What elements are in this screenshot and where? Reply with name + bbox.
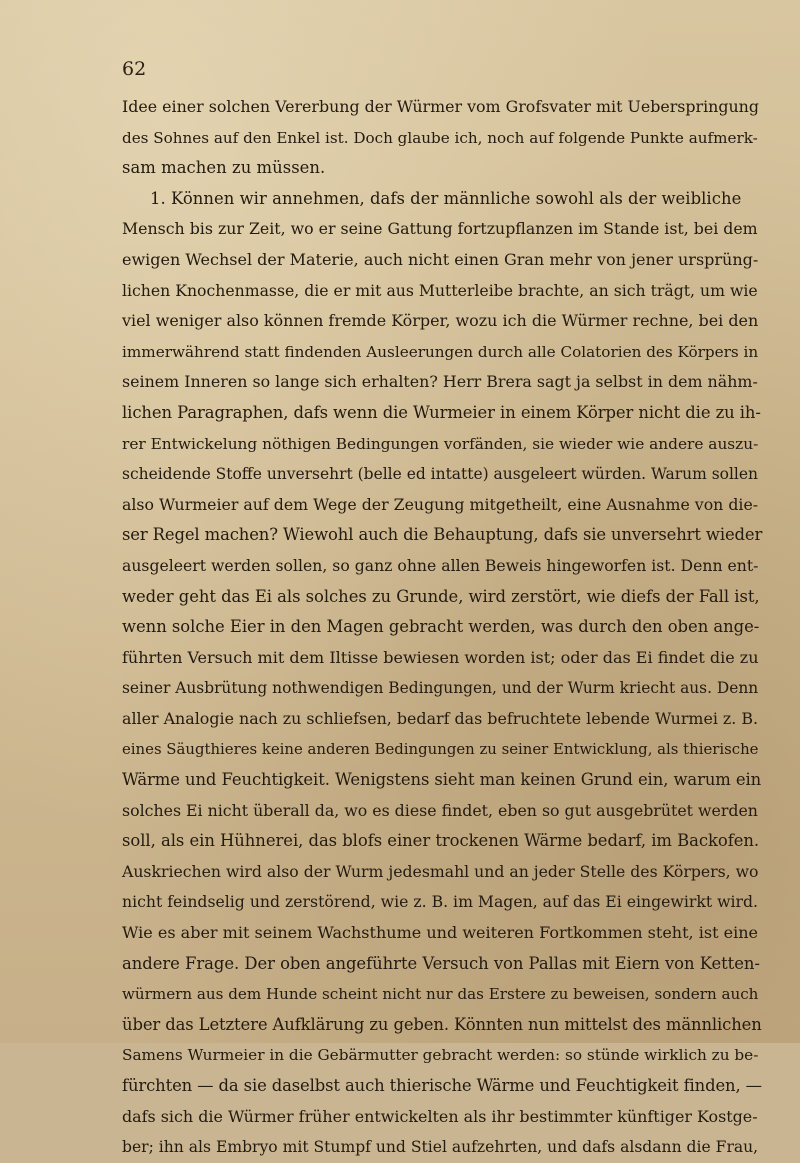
text-line: des Sohnes auf den Enkel ist. Doch glaube ich, noch auf folgende Punkte aufmerk- [122, 128, 758, 147]
text-line: ewigen Wechsel der Materie, auch nicht einen Gran mehr von jener ursprüng- [122, 249, 759, 269]
text-line: eines Säugthieres keine anderen Bedingungen zu seiner Entwicklung, als thierische [122, 740, 759, 759]
text-line: Mensch bis zur Zeit, wo er seine Gattung fortzupflanzen im Stande ist, bei dem [122, 219, 758, 239]
text-line: andere Frage. Der oben angeführte Versuch von Pallas mit Eiern von Ketten- [122, 953, 760, 973]
text-line: Wie es aber mit seinem Wachsthume und weiteren Fortkommen steht, ist eine [122, 923, 758, 943]
text-line: solches Ei nicht überall da, wo es diese findet, eben so gut ausgebrütet werden [122, 800, 758, 820]
page-number: 62 [122, 58, 147, 80]
text-line: seiner Ausbrütung nothwendigen Bedingungen, und der Wurm kriecht aus. Denn [122, 679, 759, 698]
text-line: 1. Können wir annehmen, dafs der männliche sowohl als der weibliche [150, 188, 742, 208]
text-line: über das Letztere Aufklärung zu geben. Könnten nun mittelst des männlichen [122, 1014, 762, 1034]
text-line: ser Regel machen? Wiewohl auch die Behauptung, dafs sie unversehrt wieder [122, 525, 763, 545]
text-line: lichen Knochenmasse, die er mit aus Mutterleibe brachte, an sich trägt, um wie [122, 280, 758, 300]
text-line: rer Entwickelung nöthigen Bedingungen vorfänden, sie wieder wie andere auszu- [122, 434, 759, 453]
text-line: Samens Wurmeier in die Gebärmutter gebracht werden: so stünde wirklich zu be- [122, 1046, 759, 1065]
text-line: aller Analogie nach zu schliefsen, bedarf das befruchtete lebende Wurmei z. B. [122, 708, 759, 728]
text-line: sam machen zu müssen. [122, 158, 326, 178]
text-line: wenn solche Eier in den Magen gebracht werden, was durch den oben ange- [122, 617, 760, 637]
text-line: Idee einer solchen Vererbung der Würmer vom Grofsvater mit Ueberspringung [122, 97, 759, 116]
text-line: seinem Inneren so lange sich erhalten? Herr Brera sagt ja selbst in dem nähm- [122, 372, 758, 392]
text-line: Wärme und Feuchtigkeit. Wenigstens sieht man keinen Grund ein, warum ein [122, 770, 762, 790]
text-line: scheidende Stoffe unversehrt (belle ed intatte) ausgeleert würden. Warum sollen [122, 465, 758, 484]
text-line: fürchten — da sie daselbst auch thierische Wärme und Feuchtigkeit finden, — [122, 1076, 762, 1095]
text-line: viel weniger also können fremde Körper, wozu ich die Würmer rechne, bei den [122, 311, 759, 331]
text-line: also Wurmeier auf dem Wege der Zeugung mitgetheilt, eine Ausnahme von die- [122, 494, 759, 514]
text-line: lichen Paragraphen, dafs wenn die Wurmeier in einem Körper nicht die zu ih- [122, 402, 761, 422]
text-line: immerwährend statt findenden Ausleerungen durch alle Colatorien des Körpers in [122, 342, 759, 361]
text-line: nicht feindselig und zerstörend, wie z. B. im Magen, auf das Ei eingewirkt wird. [122, 892, 759, 912]
text-line: ausgeleert werden sollen, so ganz ohne allen Beweis hingeworfen ist. Denn ent- [122, 555, 759, 575]
text-line: führten Versuch mit dem Iltisse bewiesen worden ist; oder das Ei findet die zu [122, 647, 759, 667]
text-line: dafs sich die Würmer früher entwickelten als ihr bestimmter künftiger Kostge- [122, 1106, 758, 1126]
text-line: weder geht das Ei als solches zu Grunde, wird zerstört, wie diefs der Fall ist, [122, 586, 760, 606]
body-text [122, 92, 762, 1163]
text-line: soll, als ein Hühnerei, das blofs einer trockenen Wärme bedarf, im Backofen. [122, 831, 760, 851]
text-line: würmern aus dem Hunde scheint nicht nur das Erstere zu beweisen, sondern auch [122, 985, 759, 1004]
text-line: ber; ihn als Embryo mit Stumpf und Stiel aufzehrten, und dafs alsdann die Frau, [122, 1138, 759, 1157]
text-line: Auskriechen wird also der Wurm jedesmahl und an jeder Stelle des Körpers, wo [122, 861, 759, 881]
